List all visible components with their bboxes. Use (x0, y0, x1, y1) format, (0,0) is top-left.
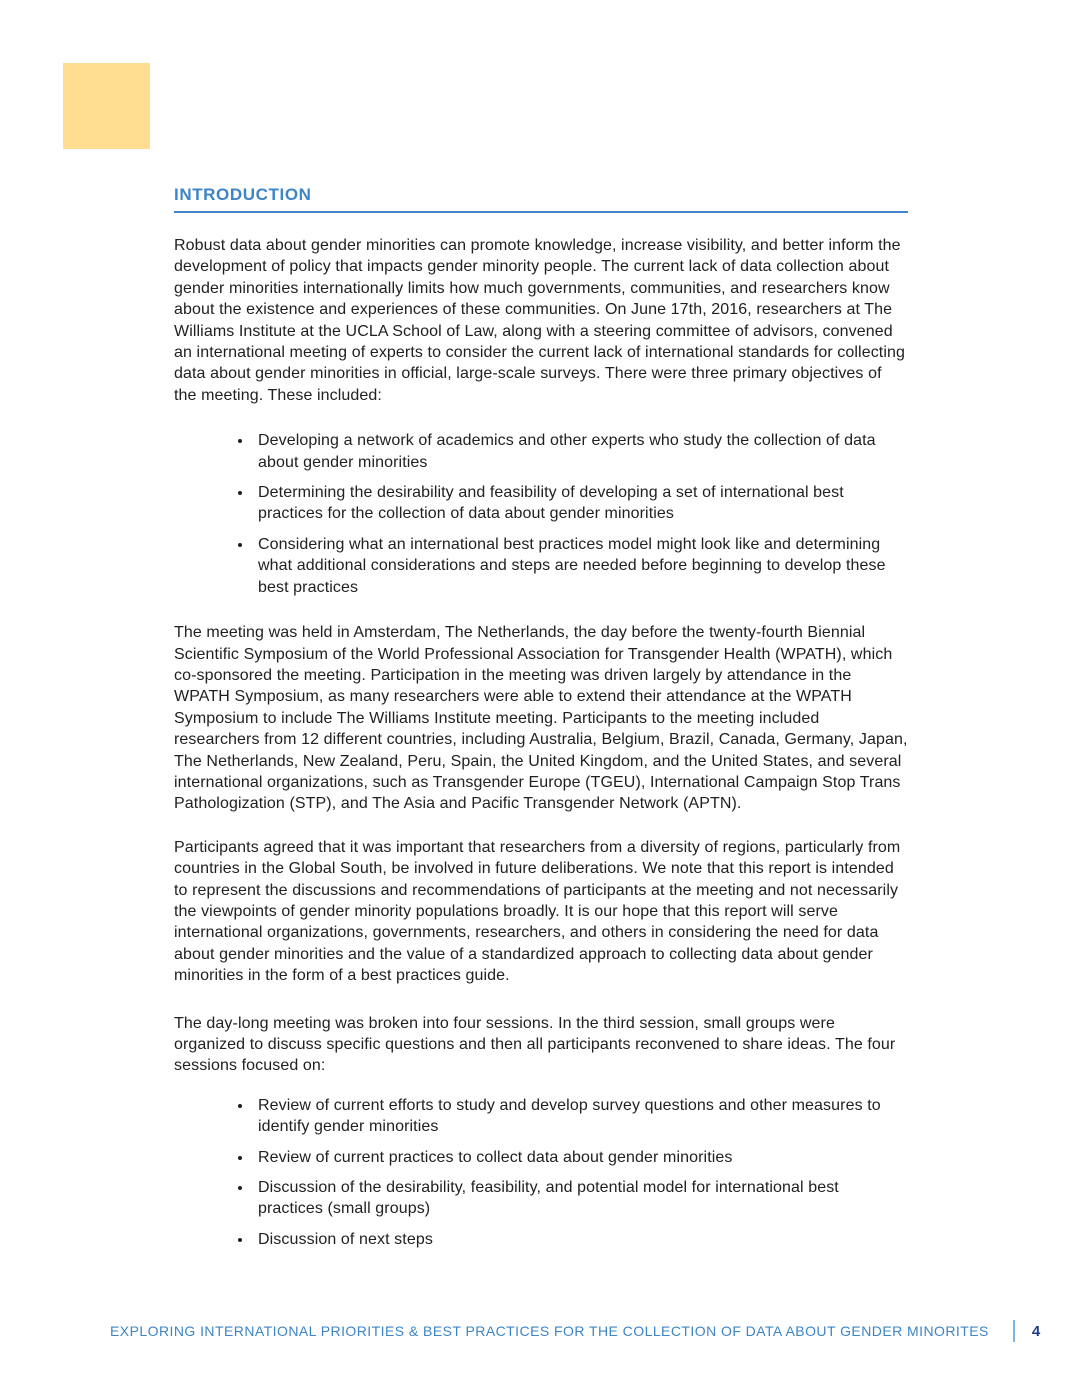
list-item-text: Developing a network of academics and other experts who study the collection of data about gender minorities (258, 432, 876, 471)
bullet-icon (238, 439, 242, 443)
paragraph-sessions-intro: The day-long meeting was broken into four sessions. In the third session, small groups were organized to discuss specific questions and then all participants reconvened to share ideas. The four sessions focused on: (174, 1014, 896, 1075)
paragraph-overview: Robust data about gender minorities can promote knowledge, increase visibility, and better inform the development of policy that impacts gender minority people. The current lack of data collection about gender minorities internationally limits how much governments, communities, and researchers know about the existence and experiences of these communities. On June 17th, 2016, researchers at The Williams Institute at the UCLA School of Law, along with a steering committee of advisors, convened an international meeting of experts to consider the current lack of international standards for collecting data about gender minorities in official, large-scale surveys. There were three primary objectives of the meeting. These included: (174, 237, 906, 404)
page-content (174, 186, 908, 1250)
paragraph-meeting-location: The meeting was held in Amsterdam, The Netherlands, the day before the twenty-fourth Biennial Scientific Symposium of the World Professional Association for Transgender Health (WPATH), which co-sponsored the meeting. Participation in the meeting was driven largely by attendance in the WPATH Symposium, as many researchers were able to extend their attendance at the WPATH Symposium to include The Williams Institute meeting. Participants to the meeting included researchers from 12 different countries, including Australia, Belgium, Brazil, Canada, Germany, Japan, The Netherlands, New Zealand, Peru, Spain, the United Kingdom, and the United States, and several international organizations, such as Transgender Europe (TGEU), International Campaign Stop Trans Pathologization (STP), and The Asia and Pacific Transgender Network (APTN). (174, 624, 908, 813)
bullet-icon (238, 491, 242, 495)
list-item (174, 1095, 908, 1138)
list-item (174, 430, 908, 473)
list-item-text: Review of current efforts to study and develop survey questions and other measures to identify gender minorities (258, 1096, 881, 1136)
list-item (174, 1147, 908, 1168)
list-item (174, 482, 908, 525)
list-item (174, 1177, 908, 1220)
bullet-icon (238, 1156, 242, 1160)
bullet-icon (238, 1238, 242, 1242)
paragraph-participants: Participants agreed that it was important that researchers from a diversity of regions, particularly from countries in the Global South, be involved in future deliberations. We note that this report is intended to represent the discussions and recommendations of participants at the meeting and not necessarily the viewpoints of gender minority populations broadly. It is our hope that this report will serve international organizations, governments, researchers, and others in considering the need for data about gender minorities and the value of a standardized approach to collecting data about gender minorities in the form of a best practices guide. (174, 838, 901, 985)
sessions-list (174, 1095, 908, 1250)
footer-divider (1013, 1320, 1015, 1342)
list-item-text: Discussion of next steps (258, 1230, 433, 1248)
list-item-text: Considering what an international best practices model might look like and determining what additional considerations and steps are needed before beginning to develop these best practices (258, 535, 886, 596)
section-heading: INTRODUCTION (174, 186, 908, 213)
bullet-icon (238, 1186, 242, 1190)
list-item (174, 534, 908, 598)
footer-report-title: EXPLORING INTERNATIONAL PRIORITIES & BEST PRACTICES FOR THE COLLECTION OF DATA ABOUT GENDER MINORITES (110, 1323, 989, 1339)
objectives-list (174, 430, 908, 598)
page-number: 4 (1031, 1322, 1041, 1340)
list-item-text: Determining the desirability and feasibility of developing a set of international best practices for the collection of data about gender minorities (258, 484, 844, 523)
page-footer (110, 1320, 1041, 1342)
list-item (174, 1229, 908, 1250)
bullet-icon (238, 1104, 242, 1108)
corner-accent-square (63, 63, 150, 149)
list-item-text: Review of current practices to collect data about gender minorities (258, 1148, 733, 1166)
footer-page-indicator (989, 1320, 1040, 1342)
list-item-text: Discussion of the desirability, feasibility, and potential model for international best practices (small groups) (258, 1179, 839, 1218)
bullet-icon (238, 543, 242, 547)
